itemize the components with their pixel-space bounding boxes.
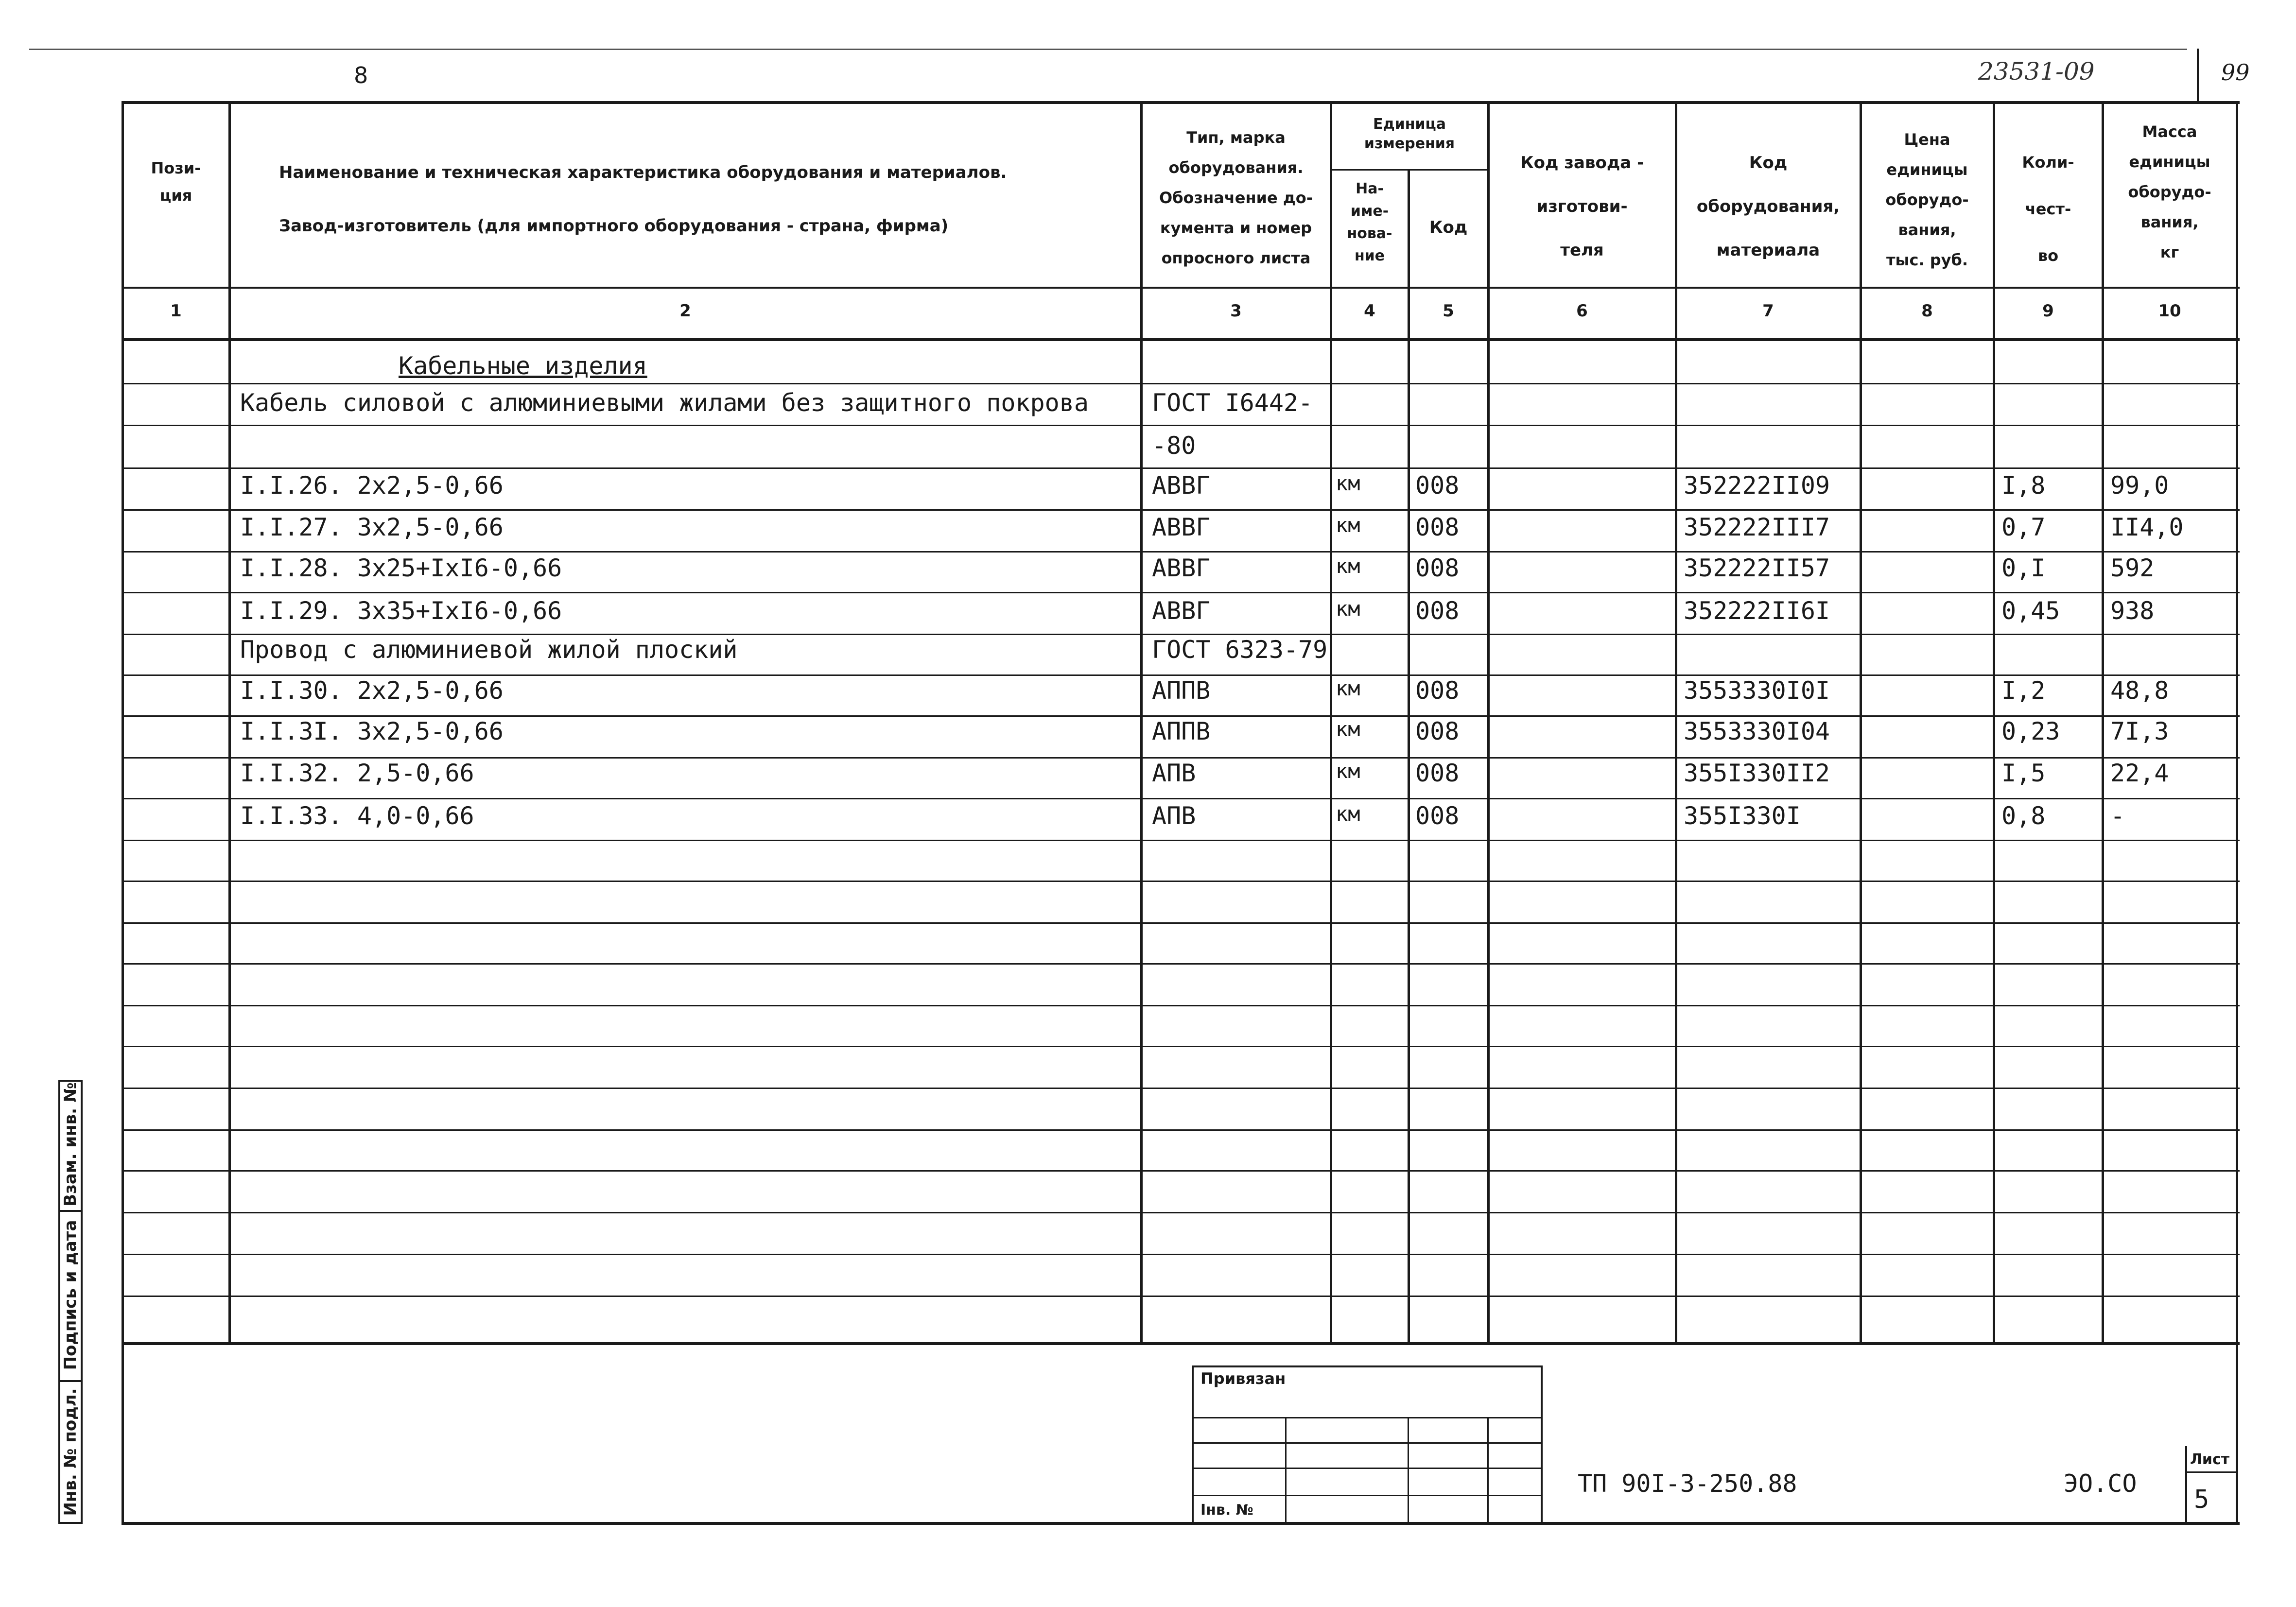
cell-unit: км (1336, 676, 1360, 700)
col-header-factory-code: Код завода - изготови- теля (1520, 153, 1644, 260)
cell-name: I.I.27. 3x2,5-0,66 (240, 513, 504, 541)
cell-mass: 7I,3 (2110, 717, 2169, 745)
cell-name: Кабель силовой с алюминиевыми жилами без защитного покрова (240, 389, 1089, 417)
col-number: 3 (1230, 301, 1242, 321)
col-number: 7 (1762, 301, 1774, 321)
cell-unit: км (1336, 802, 1360, 826)
cell-mass: 592 (2110, 554, 2155, 582)
cell-code: 352222II57 (1684, 554, 1830, 582)
document-code: ТП 90I-3-250.88 (1578, 1469, 1797, 1498)
cell-type: АППВ (1152, 676, 1211, 705)
corner-number: 99 (2221, 59, 2250, 86)
sidebar-signature-date: Подпись и дата (61, 1220, 80, 1370)
cell-qty: 0,23 (2001, 717, 2060, 745)
col-number: 10 (2158, 301, 2181, 321)
cell-code: 3553330I04 (1684, 717, 1830, 745)
cell-type: ГОСТ 6323-79 (1152, 636, 1328, 664)
cell-unit-code: 008 (1415, 513, 1460, 541)
cell-code: 355I330I (1684, 802, 1801, 830)
cell-unit: км (1336, 597, 1360, 621)
cell-mass: 938 (2110, 597, 2155, 625)
cell-unit-code: 008 (1415, 802, 1460, 830)
col-number: 8 (1921, 301, 1933, 321)
sidebar-original-inventory: Инв. № подл. (61, 1388, 80, 1516)
cell-unit-code: 008 (1415, 554, 1460, 582)
cell-type: АВВГ (1152, 554, 1211, 582)
cell-type: АППВ (1152, 717, 1211, 745)
cell-qty: I,8 (2001, 471, 2046, 500)
cell-type: АПВ (1152, 759, 1196, 787)
cell-code: 352222II09 (1684, 471, 1830, 500)
col-number: 9 (2042, 301, 2054, 321)
cell-unit-code: 008 (1415, 471, 1460, 500)
col-number: 6 (1576, 301, 1588, 321)
cell-code: 355I330II2 (1684, 759, 1830, 787)
cell-type: АПВ (1152, 802, 1196, 830)
cell-name: Кабельные изделия (399, 352, 647, 380)
cell-unit-code: 008 (1415, 717, 1460, 745)
col-number: 2 (679, 301, 691, 321)
cell-type: ГОСТ I6442- (1152, 389, 1313, 417)
cell-unit: км (1336, 513, 1360, 537)
col-number: 5 (1443, 301, 1454, 321)
cell-name: I.I.28. 3x25+IxI6-0,66 (240, 554, 562, 582)
binding-box (1192, 1365, 1543, 1522)
cell-name: I.I.3I. 3x2,5-0,66 (240, 717, 504, 745)
cell-code: 3553330I0I (1684, 676, 1830, 705)
cell-name: I.I.30. 2x2,5-0,66 (240, 676, 504, 705)
cell-qty: 0,7 (2001, 513, 2046, 541)
cell-type: АВВГ (1152, 597, 1211, 625)
cell-code: 352222III7 (1684, 513, 1830, 541)
binding-label: Привязан (1200, 1369, 1286, 1388)
col-header-unit-code: Код (1429, 218, 1468, 237)
col-header-unit-name: На- име- нова- ние (1347, 180, 1392, 264)
cell-unit-code: 008 (1415, 759, 1460, 787)
cell-qty: I,5 (2001, 759, 2046, 787)
cell-qty: 0,8 (2001, 802, 2046, 830)
cell-mass: 22,4 (2110, 759, 2169, 787)
cell-name: I.I.32. 2,5-0,66 (240, 759, 474, 787)
cell-qty: 0,45 (2001, 597, 2060, 625)
cell-type: АВВГ (1152, 471, 1211, 500)
cell-mass: 48,8 (2110, 676, 2169, 705)
cell-unit-code: 008 (1415, 597, 1460, 625)
cell-unit-code: 008 (1415, 676, 1460, 705)
cell-type: АВВГ (1152, 513, 1211, 541)
cell-qty: 0,I (2001, 554, 2046, 582)
doc-handwritten-number: 23531-09 (1978, 57, 2095, 86)
cell-name: I.I.33. 4,0-0,66 (240, 802, 474, 830)
cell-unit: км (1336, 471, 1360, 495)
sheet-label: Лист (2190, 1451, 2230, 1468)
cell-qty: I,2 (2001, 676, 2046, 705)
page-small-number: 8 (354, 62, 368, 88)
col-header-price: Цена единицы оборудо- вания, тыс. руб. (1885, 130, 1969, 269)
inventory-number-label: Інв. № (1200, 1502, 1253, 1519)
cell-name: I.I.29. 3x35+IxI6-0,66 (240, 597, 562, 625)
cell-code: 352222II6I (1684, 597, 1830, 625)
cell-name: I.I.26. 2x2,5-0,66 (240, 471, 504, 500)
cell-mass: II4,0 (2110, 513, 2184, 541)
sidebar-replacement-inventory: Взам. инв. № (61, 1082, 80, 1207)
sheet-number: 5 (2194, 1485, 2209, 1514)
col-header-position: Пози- ция (151, 159, 201, 205)
section-code: ЭО.СО (2064, 1469, 2137, 1498)
cell-type: -80 (1152, 432, 1196, 460)
cell-unit: км (1336, 554, 1360, 578)
col-header-name: Наименование и техническая характеристика оборудования и материалов. Завод-изготовитель (для импортного оборудования - страна, фирма) (279, 163, 1007, 236)
col-header-unit-group: Единица измерения (1364, 116, 1455, 152)
col-header-mass: Масса единицы оборудо- вания, кг (2128, 122, 2211, 261)
col-number: 1 (170, 301, 182, 321)
col-header-quantity: Коли- чест- во (2022, 153, 2074, 265)
cell-mass: - (2110, 802, 2125, 830)
cell-unit: км (1336, 759, 1360, 783)
cell-name: Провод с алюминиевой жилой плоский (240, 636, 738, 664)
col-header-type: Тип, марка оборудования. Обозначение до- кумента и номер опросного листа (1159, 128, 1313, 267)
col-header-equipment-code: Код оборудования, материала (1696, 153, 1840, 260)
col-number: 4 (1364, 301, 1375, 321)
cell-unit: км (1336, 717, 1360, 741)
cell-mass: 99,0 (2110, 471, 2169, 500)
